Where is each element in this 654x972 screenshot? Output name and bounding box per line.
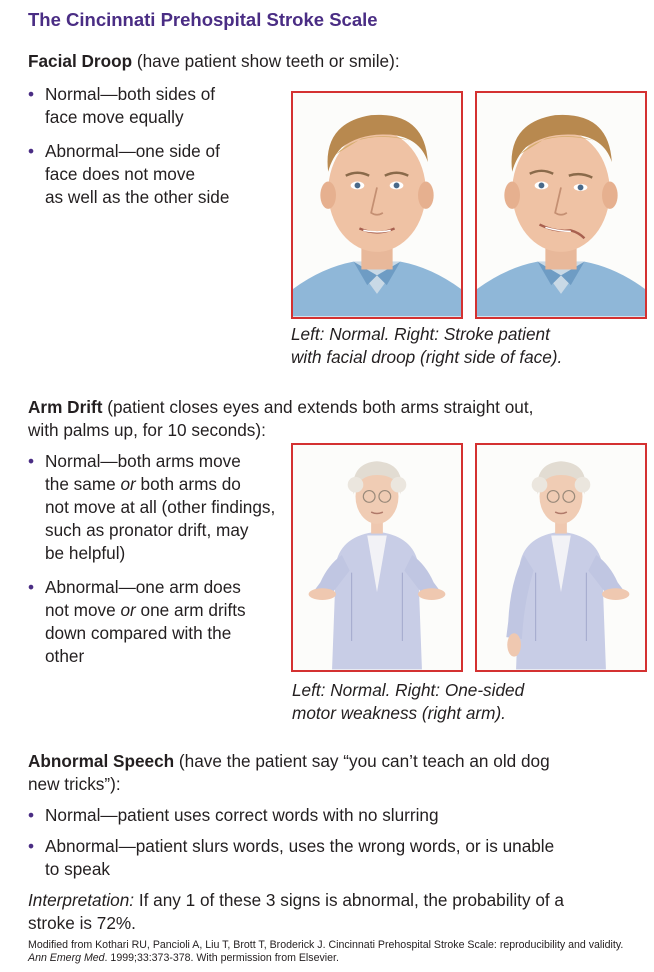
arm-drift-instruction-2: with palms up, for 10 seconds):: [28, 420, 266, 440]
facial-abnormal-text-2: face does not move: [45, 164, 196, 184]
speech-abnormal-text-2: to speak: [45, 859, 110, 879]
arm-abnormal-text: —one arm does: [118, 577, 241, 597]
arm-caption-line-2: motor weakness (right arm).: [292, 703, 506, 723]
arm-normal-text-2b: both arms do: [135, 474, 241, 494]
face-normal-image: [293, 93, 461, 317]
arm-abnormal-text-4: other: [45, 646, 85, 666]
arm-drift-heading: [28, 396, 533, 442]
bullet-icon: •: [28, 84, 35, 104]
bullet-icon: •: [28, 577, 35, 597]
arm-abnormal-label: Abnormal: [45, 577, 119, 597]
facial-normal-text-2: face move equally: [45, 107, 184, 127]
interpretation-label: Interpretation:: [28, 890, 135, 910]
arm-abnormal-bullet: [28, 576, 283, 668]
bullet-icon: •: [28, 805, 35, 825]
footnote-text: Modified from Kothari RU, Pancioli A, Liu T, Brott T, Broderick J. Cincinnati Prehospital Stroke Scale: reproducibility and validity.: [28, 939, 624, 951]
arm-normal-text-5: be helpful): [45, 543, 126, 563]
arm-abnormal-text-3: down compared with the: [45, 623, 232, 643]
speech-abnormal-bullet: [28, 835, 628, 881]
speech-heading: [28, 750, 550, 796]
facial-normal-bullet: [28, 83, 278, 129]
footnote-journal: Ann Emerg Med: [28, 952, 105, 964]
footnote-text-2: . 1999;33:373-378. With permission from Elsevier.: [104, 952, 339, 964]
arm-drift-instruction: (patient closes eyes and extends both arms straight out,: [102, 397, 534, 417]
face-normal-illustration: [291, 91, 463, 319]
facial-normal-label: Normal: [45, 84, 101, 104]
facial-caption-line-1: Left: Normal. Right: Stroke patient: [291, 324, 550, 344]
facial-normal-text: —both sides of: [100, 84, 216, 104]
facial-droop-title: Facial Droop: [28, 51, 133, 71]
speech-abnormal-label: Abnormal: [45, 836, 119, 856]
bullet-icon: •: [28, 836, 35, 856]
facial-abnormal-text-3: as well as the other side: [45, 187, 230, 207]
arm-abnormal-text-2a: not move: [45, 600, 121, 620]
speech-instruction: (have the patient say “you can’t teach an old dog: [174, 751, 550, 771]
speech-instruction-2: new tricks”):: [28, 774, 121, 794]
interpretation-text-2: stroke is 72%.: [28, 913, 136, 933]
arm-normal-or: or: [120, 474, 136, 494]
facial-abnormal-label: Abnormal: [45, 141, 119, 161]
arm-normal-text-2a: the same: [45, 474, 121, 494]
facial-abnormal-bullet: [28, 140, 278, 209]
arm-drift-title: Arm Drift: [28, 397, 103, 417]
facial-droop-heading: [28, 50, 400, 73]
arm-normal-text-4: such as pronator drift, may: [45, 520, 249, 540]
arm-normal-text: —both arms move: [100, 451, 241, 471]
bullet-icon: •: [28, 141, 35, 161]
speech-abnormal-text: —patient slurs words, uses the wrong words, or is unable: [118, 836, 555, 856]
arm-normal-text-3: not move at all (other findings,: [45, 497, 276, 517]
speech-normal-label: Normal: [45, 805, 101, 825]
arm-abnormal-text-2b: one arm drifts: [135, 600, 246, 620]
speech-title: Abnormal Speech: [28, 751, 175, 771]
arm-normal-illustration: [291, 443, 463, 672]
arm-normal-label: Normal: [45, 451, 101, 471]
interpretation-text: If any 1 of these 3 signs is abnormal, the probability of a: [134, 890, 564, 910]
arm-drift-illustration: [475, 443, 647, 672]
facial-caption: [291, 323, 562, 369]
speech-normal-text: —patient uses correct words with no slurring: [100, 805, 439, 825]
facial-droop-instruction: (have patient show teeth or smile):: [132, 51, 400, 71]
interpretation: [28, 889, 564, 935]
face-droop-image: [477, 93, 645, 317]
speech-normal-bullet: [28, 804, 628, 827]
facial-abnormal-text: —one side of: [118, 141, 220, 161]
arm-drift-image: [477, 445, 645, 670]
arm-abnormal-or: or: [120, 600, 136, 620]
facial-caption-line-2: with facial droop (right side of face).: [291, 347, 563, 367]
page-title: The Cincinnati Prehospital Stroke Scale: [28, 9, 378, 30]
arm-normal-bullet: [28, 450, 283, 565]
footnote-citation: [28, 939, 643, 965]
bullet-icon: •: [28, 451, 35, 471]
face-droop-illustration: [475, 91, 647, 319]
arm-caption: [292, 679, 524, 725]
arm-normal-image: [293, 445, 461, 670]
arm-caption-line-1: Left: Normal. Right: One-sided: [292, 680, 525, 700]
